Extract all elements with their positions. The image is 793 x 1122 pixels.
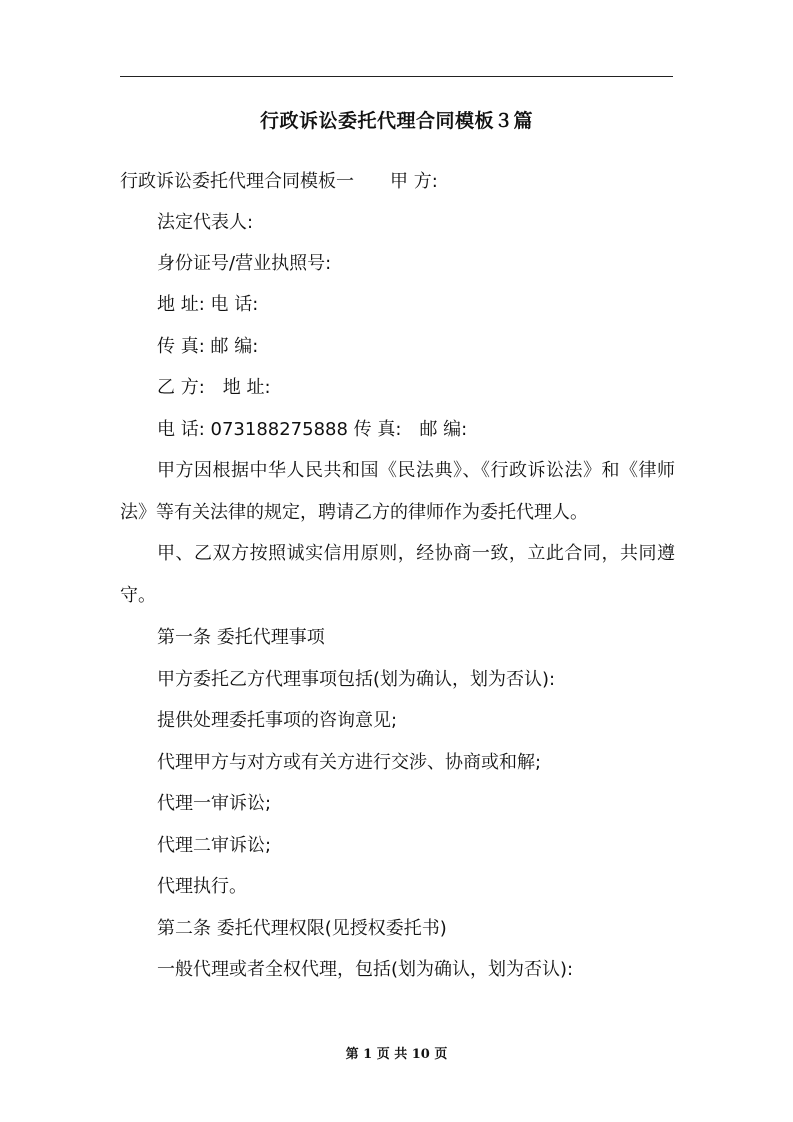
- body-line: 甲方委托乙方代理事项包括(划为确认，划为否认):: [157, 669, 556, 690]
- body-line: 提供处理委托事项的咨询意见;: [157, 710, 398, 731]
- field-line: 电 话: 073188275888 传 真: 邮 编:: [157, 419, 468, 440]
- field-line: 乙 方: 地 址:: [157, 377, 271, 398]
- intro-line: 行政诉讼委托代理合同模板一 甲 方:: [120, 171, 438, 192]
- body-line: 代理执行。: [157, 876, 247, 897]
- field-line: 法定代表人:: [157, 212, 254, 233]
- header-rule: [120, 76, 673, 77]
- page-number: 第 1 页 共 10 页: [345, 1047, 448, 1062]
- document-title: 行政诉讼委托代理合同模板３篇: [259, 110, 533, 132]
- body-line: 代理甲方与对方或有关方进行交涉、协商或和解;: [157, 752, 542, 773]
- field-line: 身份证号/营业执照号:: [157, 253, 332, 274]
- body-paragraph: 甲方因根据中华人民共和国《民法典》、《行政诉讼法》和《律师法》等有关法律的规定，聘请乙方的律师作为委托代理人。: [120, 460, 675, 523]
- body-line: 代理一审诉讼;: [157, 793, 272, 814]
- field-line: 地 址: 电 话:: [157, 294, 259, 315]
- body-paragraph: 甲、乙双方按照诚实信用原则，经协商一致，立此合同，共同遵守。: [120, 543, 675, 606]
- body-line: 一般代理或者全权代理，包括(划为确认，划为否认):: [157, 959, 574, 980]
- field-line: 传 真: 邮 编:: [157, 336, 259, 357]
- body-line: 代理二审诉讼;: [157, 835, 272, 856]
- section-heading: 第二条 委托代理权限(见授权委托书): [157, 918, 447, 939]
- section-heading: 第一条 委托代理事项: [157, 627, 325, 648]
